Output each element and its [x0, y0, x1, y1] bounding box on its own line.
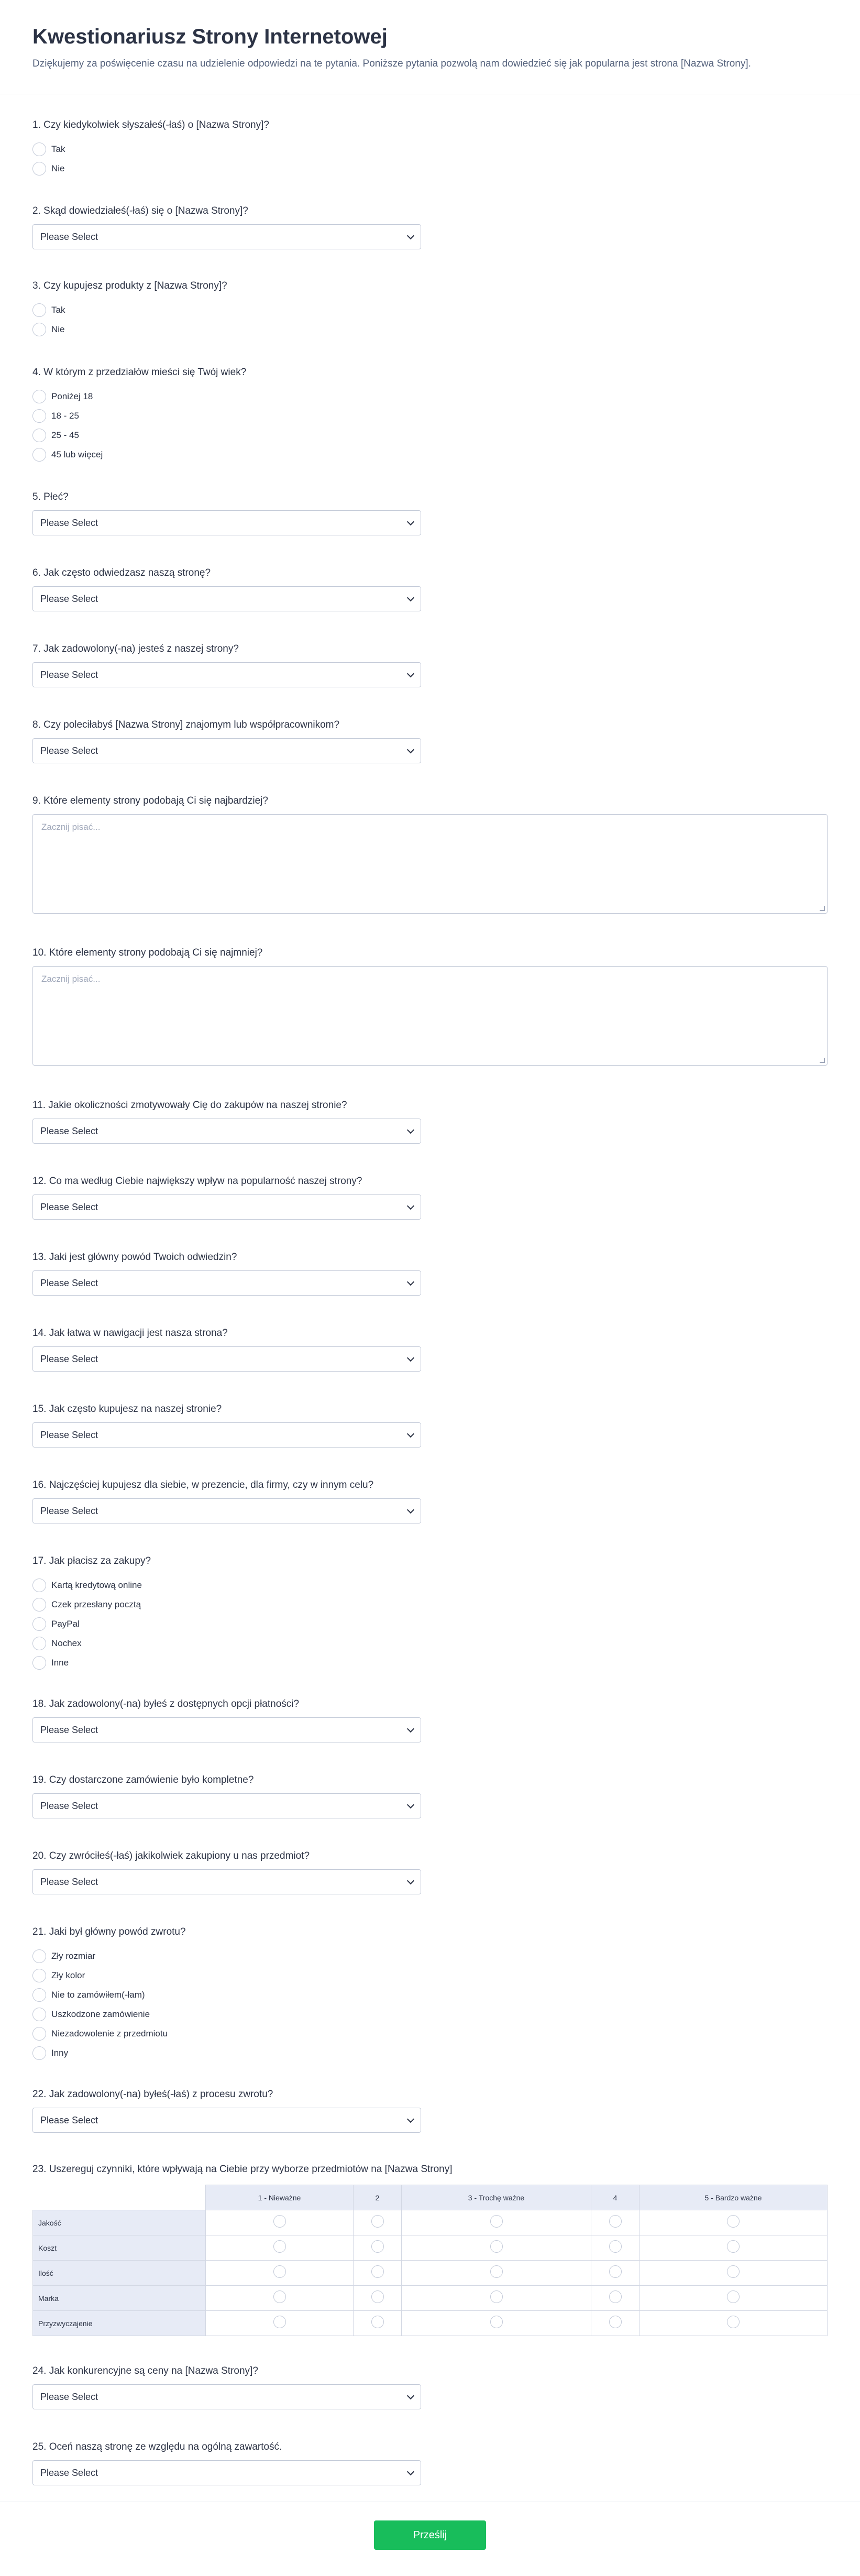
question-label: 13. Jaki jest główny powód Twoich odwiedzin? [32, 1252, 237, 1263]
question-3 [32, 280, 828, 339]
question-20 [32, 1850, 828, 1894]
question-16 [32, 1479, 828, 1523]
question-label: 10. Które elementy strony podobają Ci się najmniej? [32, 947, 263, 958]
radio-label: 25 - 45 [51, 430, 79, 440]
radio-label: Tak [51, 304, 65, 315]
dropdown-select[interactable] [32, 510, 421, 535]
question-4 [32, 367, 828, 464]
question-label: 11. Jakie okoliczności zmotywowały Cię do zakupów na naszej stronie? [32, 1100, 347, 1111]
radio-label: 18 - 25 [51, 410, 79, 421]
question-7 [32, 643, 828, 687]
radio-option[interactable] [32, 1985, 828, 2004]
radio-label: Nochex [51, 1638, 82, 1648]
radio-label: Inne [51, 1657, 69, 1668]
radio-button[interactable] [371, 2215, 384, 2228]
radio-button[interactable] [371, 2290, 384, 2303]
dropdown-select[interactable] [32, 662, 421, 687]
radio-option[interactable] [32, 1966, 828, 1985]
matrix-cell[interactable] [402, 2286, 591, 2311]
matrix-cell[interactable] [640, 2261, 828, 2286]
matrix-cell[interactable] [206, 2210, 354, 2235]
radio-button[interactable] [371, 2265, 384, 2278]
question-label: 18. Jak zadowolony(-na) byłeś z dostępnych opcji płatności? [32, 1698, 300, 1709]
question-12 [32, 1176, 828, 1220]
chevron-down-icon [407, 746, 414, 753]
radio-button[interactable] [490, 2316, 503, 2328]
matrix-row-label: Marka [33, 2286, 206, 2311]
select-value: Please Select [40, 593, 98, 604]
radio-option[interactable] [32, 300, 828, 320]
radio-option[interactable] [32, 2024, 828, 2043]
question-23 [32, 2164, 828, 2336]
radio-button[interactable] [32, 1598, 46, 1612]
chevron-down-icon [407, 1354, 414, 1361]
radio-label: PayPal [51, 1618, 80, 1629]
form-title: Kwestionariusz Strony Internetowej [32, 25, 388, 48]
radio-label: Niezadowolenie z przedmiotu [51, 2028, 168, 2038]
question-2 [32, 205, 828, 249]
matrix-column-header: 4 [591, 2185, 640, 2210]
matrix-cell[interactable] [640, 2286, 828, 2311]
radio-button[interactable] [32, 409, 46, 423]
radio-button[interactable] [273, 2265, 286, 2278]
matrix-column-header: 5 - Bardzo ważne [640, 2185, 828, 2210]
chevron-down-icon [407, 1126, 414, 1133]
question-label: 2. Skąd dowiedziałeś(-łaś) się o [Nazwa Strony]? [32, 205, 248, 216]
radio-label: Uszkodzone zamówienie [51, 2009, 150, 2019]
chevron-down-icon [407, 1801, 414, 1808]
radio-button[interactable] [490, 2290, 503, 2303]
radio-button[interactable] [273, 2316, 286, 2328]
radio-button[interactable] [32, 1949, 46, 1963]
dropdown-select[interactable] [32, 586, 421, 611]
radio-button[interactable] [371, 2240, 384, 2253]
radio-button[interactable] [32, 2008, 46, 2021]
matrix-row [33, 2311, 828, 2336]
select-value: Please Select [40, 2467, 98, 2478]
matrix-row-label: Ilość [33, 2261, 206, 2286]
radio-label: Kartą kredytową online [51, 1580, 142, 1590]
radio-option[interactable] [32, 139, 828, 159]
question-11 [32, 1100, 828, 1144]
radio-button[interactable] [32, 2027, 46, 2041]
question-label: 1. Czy kiedykolwiek słyszałeś(-łaś) o [Nazwa Strony]? [32, 119, 269, 130]
dropdown-select[interactable] [32, 1346, 421, 1372]
radio-option[interactable] [32, 406, 828, 425]
question-label: 23. Uszereguj czynniki, które wpływają na Ciebie przy wyborze przedmiotów na [Nazwa Strony] [32, 2164, 453, 2175]
dropdown-select[interactable] [32, 2460, 421, 2485]
select-value: Please Select [40, 1125, 98, 1136]
question-6 [32, 567, 828, 611]
radio-button[interactable] [490, 2215, 503, 2228]
chevron-down-icon [407, 1877, 414, 1884]
matrix-cell[interactable] [402, 2210, 591, 2235]
select-value: Please Select [40, 1724, 98, 1735]
chevron-down-icon [407, 1278, 414, 1285]
radio-option[interactable] [32, 320, 828, 339]
question-label: 4. W którym z przedziałów mieści się Twój wiek? [32, 367, 247, 378]
question-22 [32, 2089, 828, 2133]
select-value: Please Select [40, 1201, 98, 1212]
radio-label: Tak [51, 144, 65, 154]
radio-option[interactable] [32, 2004, 828, 2024]
dropdown-select[interactable] [32, 224, 421, 249]
select-value: Please Select [40, 745, 98, 756]
textarea-placeholder: Zacznij pisać... [41, 974, 101, 984]
chevron-down-icon [407, 232, 414, 239]
radio-label: Nie to zamówiłem(-łam) [51, 1989, 145, 2000]
question-19 [32, 1774, 828, 1818]
radio-label: Zły kolor [51, 1970, 85, 1980]
select-value: Please Select [40, 517, 98, 528]
question-label: 21. Jaki był główny powód zwrotu? [32, 1926, 186, 1937]
dropdown-select[interactable] [32, 1194, 421, 1220]
question-label: 6. Jak często odwiedzasz naszą stronę? [32, 567, 211, 578]
radio-button[interactable] [727, 2265, 740, 2278]
matrix-column-header: 2 [354, 2185, 402, 2210]
radio-button[interactable] [727, 2215, 740, 2228]
matrix-cell[interactable] [206, 2311, 354, 2336]
dropdown-select[interactable] [32, 1119, 421, 1144]
radio-button[interactable] [273, 2240, 286, 2253]
question-label: 15. Jak często kupujesz na naszej stronie? [32, 1404, 222, 1415]
question-24 [32, 2365, 828, 2409]
question-label: 17. Jak płacisz za zakupy? [32, 1555, 151, 1566]
matrix-cell[interactable] [640, 2311, 828, 2336]
matrix-cell[interactable] [591, 2210, 640, 2235]
submit-button[interactable]: Prześlij [374, 2520, 486, 2550]
radio-button[interactable] [727, 2290, 740, 2303]
matrix-cell[interactable] [640, 2235, 828, 2261]
radio-label: Zły rozmiar [51, 1950, 96, 1961]
radio-label: Czek przesłany pocztą [51, 1599, 141, 1609]
radio-label: Inny [51, 2047, 69, 2058]
dropdown-select[interactable] [32, 2108, 421, 2133]
radio-button[interactable] [727, 2316, 740, 2328]
radio-button[interactable] [32, 1637, 46, 1650]
resize-handle-icon[interactable] [820, 906, 825, 911]
question-25 [32, 2441, 828, 2485]
radio-button[interactable] [32, 1579, 46, 1592]
radio-button[interactable] [32, 162, 46, 176]
radio-button[interactable] [490, 2240, 503, 2253]
radio-option[interactable] [32, 2043, 828, 2063]
matrix-row [33, 2261, 828, 2286]
radio-button[interactable] [32, 142, 46, 156]
radio-button[interactable] [32, 390, 46, 403]
select-value: Please Select [40, 2114, 98, 2125]
radio-button[interactable] [32, 1988, 46, 2002]
radio-label: Nie [51, 163, 65, 173]
matrix-column-header: 3 - Trochę ważne [402, 2185, 591, 2210]
select-value: Please Select [40, 1505, 98, 1516]
select-value: Please Select [40, 669, 98, 680]
textarea-placeholder: Zacznij pisać... [41, 822, 101, 832]
matrix-row-label: Jakość [33, 2210, 206, 2235]
matrix-row [33, 2286, 828, 2311]
radio-button[interactable] [32, 1656, 46, 1670]
matrix-row-label: Przyzwyczajenie [33, 2311, 206, 2336]
matrix-cell[interactable] [354, 2235, 402, 2261]
resize-handle-icon[interactable] [820, 1058, 825, 1063]
question-label: 9. Które elementy strony podobają Ci się najbardziej? [32, 795, 268, 806]
chevron-down-icon [407, 518, 414, 525]
chevron-down-icon [407, 2392, 414, 2399]
radio-option[interactable] [32, 425, 828, 445]
matrix-cell[interactable] [354, 2210, 402, 2235]
rating-matrix [32, 2185, 828, 2336]
radio-option[interactable] [32, 445, 828, 464]
radio-button[interactable] [32, 429, 46, 442]
chevron-down-icon [407, 2468, 414, 2475]
question-label: 12. Co ma według Ciebie największy wpływ na popularność naszej strony? [32, 1176, 362, 1187]
select-value: Please Select [40, 1353, 98, 1364]
radio-button[interactable] [273, 2215, 286, 2228]
select-value: Please Select [40, 1876, 98, 1887]
select-value: Please Select [40, 1277, 98, 1288]
chevron-down-icon [407, 670, 414, 677]
dropdown-select[interactable] [32, 1498, 421, 1523]
radio-button[interactable] [609, 2316, 622, 2328]
matrix-header-row [33, 2185, 828, 2210]
question-label: 5. Płeć? [32, 491, 69, 502]
radio-button[interactable] [32, 448, 46, 462]
dropdown-select[interactable] [32, 1422, 421, 1448]
matrix-cell[interactable] [354, 2286, 402, 2311]
dropdown-select[interactable] [32, 738, 421, 763]
question-15 [32, 1404, 828, 1448]
question-label: 7. Jak zadowolony(-na) jesteś z naszej strony? [32, 643, 239, 654]
radio-button[interactable] [273, 2290, 286, 2303]
select-value: Please Select [40, 1429, 98, 1440]
question-14 [32, 1328, 828, 1372]
dropdown-select[interactable] [32, 1793, 421, 1818]
question-17 [32, 1555, 828, 1672]
matrix-cell[interactable] [354, 2261, 402, 2286]
chevron-down-icon [407, 1430, 414, 1437]
question-label: 8. Czy poleciłabyś [Nazwa Strony] znajomym lub współpracownikom? [32, 719, 340, 730]
matrix-corner [33, 2185, 206, 2210]
text-area[interactable] [32, 966, 828, 1066]
question-label: 25. Oceń naszą stronę ze względu na ogólną zawartość. [32, 2441, 282, 2452]
matrix-row [33, 2235, 828, 2261]
radio-option[interactable] [32, 1614, 828, 1634]
form-header [0, 0, 860, 94]
question-label: 24. Jak konkurencyjne są ceny na [Nazwa Strony]? [32, 2365, 258, 2376]
radio-button[interactable] [609, 2290, 622, 2303]
form-footer [0, 2502, 860, 2576]
question-label: 16. Najczęściej kupujesz dla siebie, w prezencie, dla firmy, czy w innym celu? [32, 1479, 374, 1490]
matrix-cell[interactable] [206, 2235, 354, 2261]
radio-button[interactable] [32, 2046, 46, 2060]
dropdown-select[interactable] [32, 1717, 421, 1742]
radio-option[interactable] [32, 1634, 828, 1653]
matrix-cell[interactable] [591, 2261, 640, 2286]
radio-label: Nie [51, 324, 65, 334]
question-label: 20. Czy zwróciłeś(-łaś) jakikolwiek zakupiony u nas przedmiot? [32, 1850, 310, 1861]
matrix-row [33, 2210, 828, 2235]
radio-button[interactable] [490, 2265, 503, 2278]
chevron-down-icon [407, 1506, 414, 1513]
matrix-row-label: Koszt [33, 2235, 206, 2261]
select-value: Please Select [40, 231, 98, 242]
question-1 [32, 119, 828, 178]
form-description: Dziękujemy za poświęcenie czasu na udzielenie odpowiedzi na te pytania. Poniższe pytania pozwolą nam dowiedzieć się jak popularna jest strona [Nazwa Strony]. [32, 58, 751, 69]
radio-button[interactable] [32, 303, 46, 317]
radio-button[interactable] [727, 2240, 740, 2253]
matrix-cell[interactable] [591, 2286, 640, 2311]
chevron-down-icon [407, 1725, 414, 1732]
question-5 [32, 491, 828, 535]
question-label: 22. Jak zadowolony(-na) byłeś(-łaś) z procesu zwrotu? [32, 2089, 273, 2100]
chevron-down-icon [407, 594, 414, 601]
matrix-cell[interactable] [402, 2311, 591, 2336]
dropdown-select[interactable] [32, 1869, 421, 1894]
radio-button[interactable] [371, 2316, 384, 2328]
matrix-cell[interactable] [402, 2261, 591, 2286]
radio-button[interactable] [32, 1617, 46, 1631]
radio-label: 45 lub więcej [51, 449, 103, 459]
question-18 [32, 1698, 828, 1742]
question-9 [32, 795, 828, 914]
radio-button[interactable] [32, 1969, 46, 1982]
text-area[interactable] [32, 814, 828, 914]
dropdown-select[interactable] [32, 2384, 421, 2409]
select-value: Please Select [40, 1800, 98, 1811]
matrix-cell[interactable] [591, 2235, 640, 2261]
question-label: 14. Jak łatwa w nawigacji jest nasza strona? [32, 1328, 228, 1339]
question-13 [32, 1252, 828, 1296]
radio-label: Poniżej 18 [51, 391, 93, 401]
question-21 [32, 1926, 828, 2063]
question-8 [32, 719, 828, 763]
dropdown-select[interactable] [32, 1270, 421, 1296]
matrix-cell[interactable] [206, 2286, 354, 2311]
matrix-cell[interactable] [591, 2311, 640, 2336]
radio-option[interactable] [32, 159, 828, 178]
radio-option[interactable] [32, 1946, 828, 1966]
chevron-down-icon [407, 2115, 414, 2122]
chevron-down-icon [407, 1202, 414, 1209]
matrix-cell[interactable] [402, 2235, 591, 2261]
question-10 [32, 947, 828, 1066]
matrix-cell[interactable] [206, 2261, 354, 2286]
radio-option[interactable] [32, 1653, 828, 1672]
matrix-cell[interactable] [640, 2210, 828, 2235]
radio-option[interactable] [32, 387, 828, 406]
select-value: Please Select [40, 2391, 98, 2402]
matrix-column-header: 1 - Nieważne [206, 2185, 354, 2210]
radio-button[interactable] [609, 2265, 622, 2278]
radio-option[interactable] [32, 1595, 828, 1614]
matrix-cell[interactable] [354, 2311, 402, 2336]
radio-button[interactable] [32, 323, 46, 336]
radio-button[interactable] [609, 2240, 622, 2253]
radio-button[interactable] [609, 2215, 622, 2228]
question-label: 3. Czy kupujesz produkty z [Nazwa Strony]? [32, 280, 227, 291]
radio-option[interactable] [32, 1575, 828, 1595]
question-label: 19. Czy dostarczone zamówienie było kompletne? [32, 1774, 254, 1785]
